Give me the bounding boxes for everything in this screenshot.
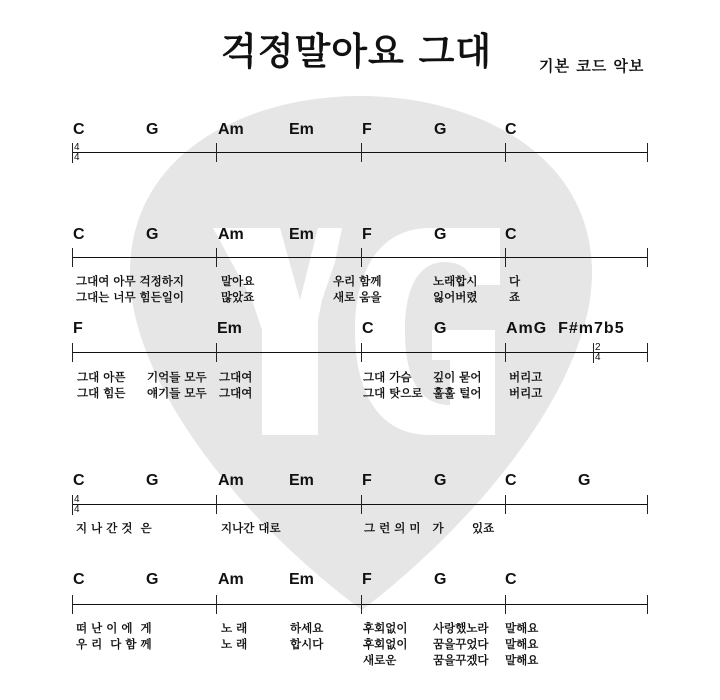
lyric: 그대 가슴 그대 탓으로 <box>363 370 423 400</box>
chord: C <box>362 320 374 337</box>
time-signature: 4 4 <box>74 142 80 163</box>
bar-line <box>505 595 506 614</box>
chord: Em <box>289 226 314 243</box>
chord: G <box>434 121 447 138</box>
chord: AmG F#m7b5 <box>506 320 625 337</box>
bar-line <box>216 495 217 514</box>
lyric: 깊이 묻어 훌훌 털어 <box>433 370 482 400</box>
chord: Em <box>289 472 314 489</box>
bar-line <box>72 595 73 614</box>
bar-line <box>647 595 648 614</box>
bar-line <box>216 143 217 162</box>
staff-line <box>72 152 648 153</box>
chord: F <box>362 571 372 588</box>
chord: C <box>73 571 85 588</box>
staff-line <box>72 604 648 605</box>
bar-line <box>216 343 217 362</box>
lyric: 그대 아픈 그대 힘든 <box>77 370 126 400</box>
bar-line <box>361 143 362 162</box>
chord: G <box>146 121 159 138</box>
lyric: 기억들 모두 얘기들 모두 <box>147 370 207 400</box>
time-signature: 2 4 <box>595 342 601 363</box>
chord: G <box>434 571 447 588</box>
bar-line <box>72 343 73 362</box>
lyric: 후회없이 후회없이 새로운 <box>363 621 408 667</box>
lyric: 그대여 그대여 <box>219 370 253 400</box>
bar-line <box>72 248 73 267</box>
lyric: 말해요 말해요 말해요 <box>505 621 539 667</box>
chord: Em <box>289 121 314 138</box>
chord: C <box>505 226 517 243</box>
staff-line <box>72 257 648 258</box>
chord: G <box>434 472 447 489</box>
lyric: 노 래 노 래 <box>221 621 248 651</box>
lyric: 있죠 <box>472 521 495 535</box>
chord: F <box>362 226 372 243</box>
lyric: 그대여 아무 걱정하지 그대는 너무 힘든일이 <box>76 274 184 304</box>
chord: G <box>146 226 159 243</box>
chord: G <box>434 320 447 337</box>
bar-line <box>216 248 217 267</box>
chord: C <box>73 472 85 489</box>
bar-line <box>361 248 362 267</box>
staff-line <box>72 504 648 505</box>
lyric: 말아요 많았죠 <box>221 274 255 304</box>
bar-line <box>505 343 506 362</box>
bar-line <box>216 595 217 614</box>
chord: C <box>73 226 85 243</box>
chord: Am <box>218 121 244 138</box>
chord: Em <box>217 320 242 337</box>
bar-line <box>647 143 648 162</box>
bar-line <box>505 248 506 267</box>
chord: G <box>578 472 591 489</box>
chord: F <box>362 472 372 489</box>
lyric: 우리 함께 새로 움을 <box>333 274 382 304</box>
chord: Em <box>289 571 314 588</box>
lyric: 버리고 버리고 <box>509 370 543 400</box>
chord: G <box>146 571 159 588</box>
chord: Am <box>218 571 244 588</box>
chord: C <box>505 121 517 138</box>
bar-line <box>505 495 506 514</box>
chord: C <box>73 121 85 138</box>
chord: F <box>362 121 372 138</box>
lyric: 노래합시 잃어버렸 <box>433 274 478 304</box>
page-title: 걱정말아요 그대 <box>221 30 493 73</box>
staff-line <box>72 352 648 353</box>
bar-line <box>361 595 362 614</box>
bar-line <box>647 343 648 362</box>
bar-line <box>647 495 648 514</box>
lyric: 그 런 의 미 가 <box>364 521 444 535</box>
bar-line <box>361 495 362 514</box>
chord: C <box>505 472 517 489</box>
lyric: 떠 난 이 에 게 우 리 다 함 께 <box>76 621 152 651</box>
chord: C <box>505 571 517 588</box>
lyric: 지 나 간 것 은 <box>76 521 152 535</box>
page-subtitle: 기본 코드 악보 <box>539 57 645 75</box>
chord: G <box>146 472 159 489</box>
bar-line <box>361 343 362 362</box>
bar-line <box>647 248 648 267</box>
chord: Am <box>218 472 244 489</box>
chord: G <box>434 226 447 243</box>
lyric: 지나간 대로 <box>221 521 281 535</box>
time-signature: 4 4 <box>74 494 80 515</box>
chord: Am <box>218 226 244 243</box>
lyric: 사랑했노라 꿈을꾸었다 꿈을꾸겠다 <box>433 621 489 667</box>
bar-line <box>505 143 506 162</box>
lyric: 다 죠 <box>509 274 521 304</box>
chord: F <box>73 320 83 337</box>
lyric: 하세요 합시다 <box>290 621 324 651</box>
